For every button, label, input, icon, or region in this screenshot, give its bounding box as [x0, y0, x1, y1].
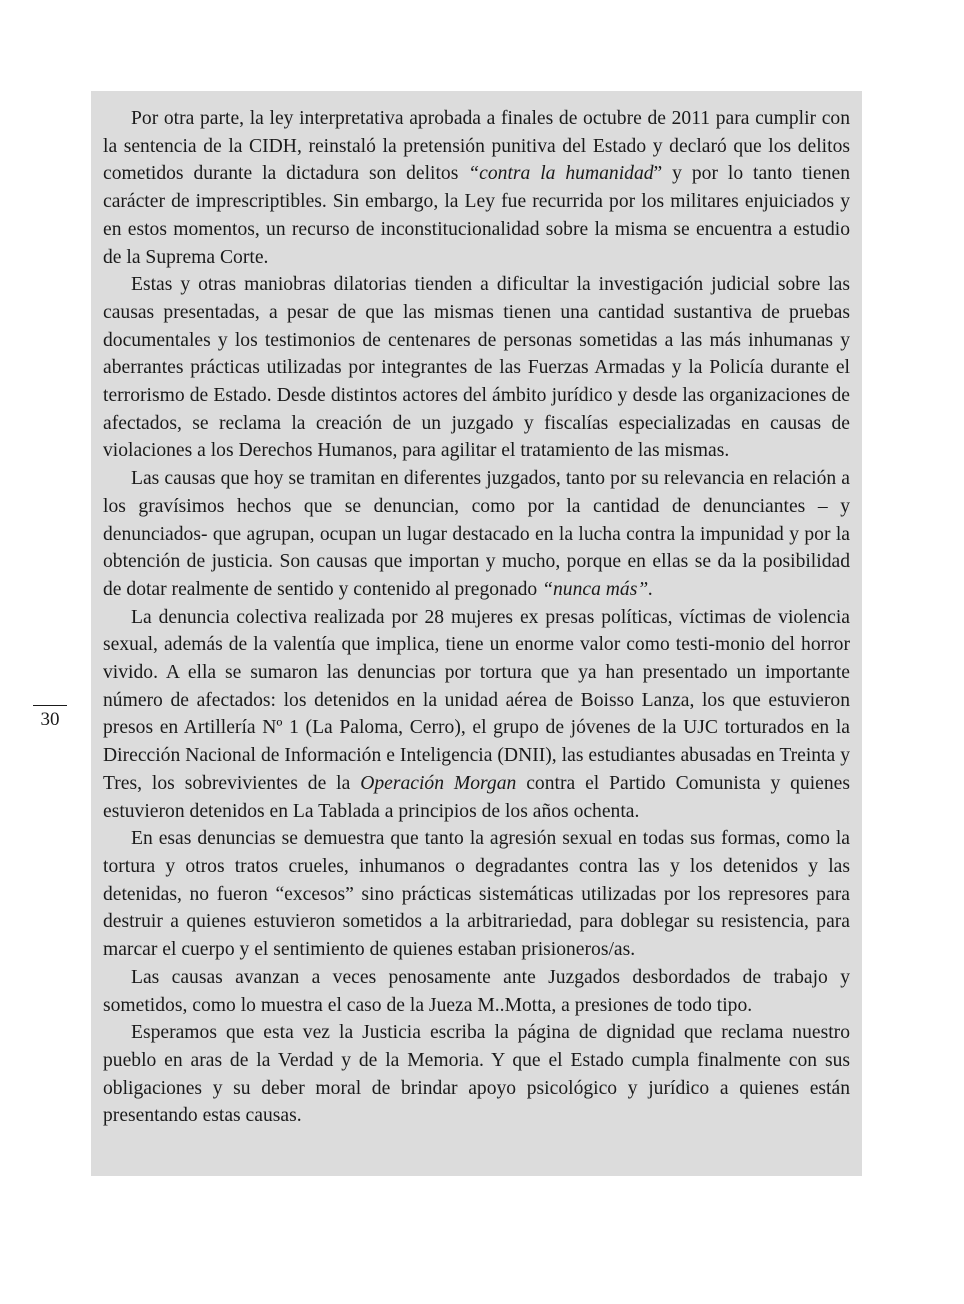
paragraph-3-run-1: Las causas que hoy se tramitan en diferentes juzgados, tanto por su relevancia en relación a los gravísimos hechos que se denuncian, como por la cantidad de denunciantes – y denunciados- que agrupan, ocupan un lugar destacado en la lucha contra la impunidad y por la obtención de justicia. Son causas que importan y mucho, porque en ellas se da la posibilidad de dotar realmente de sentido y contenido al pregonado	[103, 468, 850, 600]
page-number: 30	[40, 709, 60, 730]
paragraph-7	[103, 1019, 850, 1130]
paragraph-1-run-2-italic: “contra la humanidad	[468, 163, 654, 185]
paragraph-3	[103, 465, 850, 604]
paragraph-3-run-2-italic: “nunca más”.	[542, 578, 654, 600]
paragraph-5-run-1: En esas denuncias se demuestra que tanto la agresión sexual en todas sus formas, como la tortura y otros tratos crueles, inhumanos o degradantes contra las y los detenidos y las detenidas, no fueron “excesos” sino prácticas sistemáticas utilizadas por los represores para destruir a quienes estuvieron sometidos a la arbitrariedad, para doblegar su resistencia, para marcar el cuerpo y el sentimiento de quienes estaban prisioneros/as.	[103, 828, 850, 961]
paragraph-5	[103, 825, 850, 964]
paragraph-6	[103, 964, 850, 1019]
paragraph-1	[103, 105, 850, 271]
paragraph-4-run-1: La denuncia colectiva realizada por 28 mujeres ex presas políticas, víctimas de violencia sexual, además de la valentía que implica, tiene un enorme valor como testi-monio del horror vivido. A ella se sumaron las denuncias por tortura que ya han presentado un importante número de afectados: los detenidos en la unidad aérea de Boisso Lanza, los que estuvieron presos en Artillería Nº 1 (La Paloma, Cerro), el grupo de jóvenes de la UJC torturados en la Dirección Nacional de Información e Inteligencia (DNII), las estudiantes abusadas en Treinta y Tres, los sobrevivientes de la	[103, 606, 850, 794]
paragraph-6-run-1: Las causas avanzan a veces penosamente ante Juzgados desbordados de trabajo y sometidos, como lo muestra el caso de la Jueza M..Motta, a presiones de todo tipo.	[103, 966, 850, 1016]
paragraph-1-run-1: Por otra parte, la ley interpretativa aprobada a finales de octubre de 2011 para cumplir con la sentencia de la CIDH, reinstaló la pretensión punitiva del Estado y declaró que los delitos cometidos durante la dictadura son delitos	[103, 108, 850, 185]
paragraph-4-run-2-italic: Operación Morgan	[360, 772, 517, 794]
paragraph-4	[103, 604, 850, 826]
shaded-text-box	[91, 91, 862, 1176]
paragraph-2-run-1: Estas y otras maniobras dilatorias tienden a dificultar la investigación judicial sobre las causas presentadas, a pesar de que las mismas tienen una cantidad sustantiva de pruebas documentales y los testimonios de centenares de personas sometidas a las más inhumanas y aberrantes prácticas utilizadas por integrantes de las Fuerzas Armadas y la Policía durante el terrorismo de Estado. Desde distintos actores del ámbito jurídico y desde las organizaciones de afectados, se reclama la creación de un juzgado y fiscalías especializadas en causas de violaciones a los Derechos Humanos, para agilitar el tratamiento de las mismas.	[103, 274, 850, 462]
page-number-rule	[33, 705, 67, 706]
paragraph-7-run-1: Esperamos que esta vez la Justicia escriba la página de dignidad que reclama nuestro pueblo en aras de la Verdad y de la Memoria. Y que el Estado cumpla finalmente con sus obligaciones y su deber moral de brindar apoyo psicológico y jurídico a quienes están presentando estas causas.	[103, 1022, 850, 1127]
paragraph-2	[103, 271, 850, 465]
paragraph-1-run-3: ” y por lo tanto tienen carácter de imprescriptibles. Sin embargo, la Ley fue recurrida por los militares enjuiciados y en estos momentos, un recurso de inconstitucionalidad sobre la misma se encuentra a estudio de la Suprema Corte.	[103, 163, 850, 268]
paragraph-4-run-3: contra el Partido Comunista y quienes estuvieron detenidos en La Tablada a principios de los años ochenta.	[103, 772, 850, 822]
